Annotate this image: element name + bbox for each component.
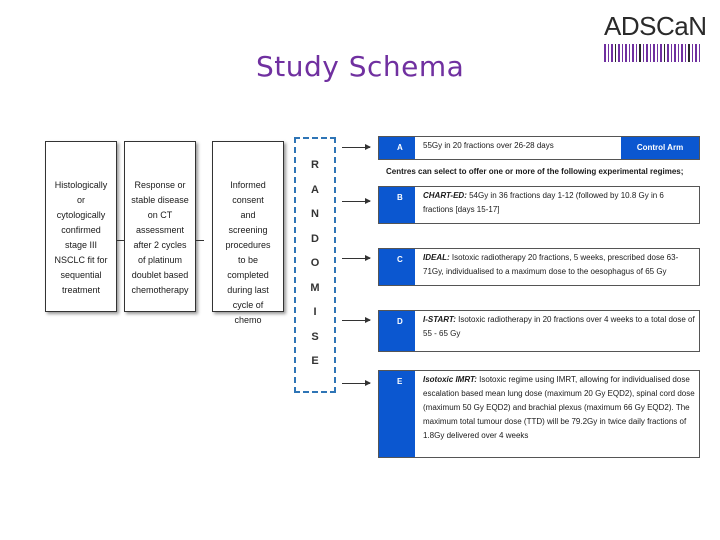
step-text-line: Response or [134,180,186,190]
step-text-line: cytologically [56,210,106,220]
randomise-box [294,137,336,393]
arm-regime-text: Isotoxic regime using IMRT, allowing for individualised dose escalation based mean lung dose (maximum 20 Gy EQD2), spinal cord dose (maximum 50 Gy EQD2) and brachial plexus (maximum 66 Gy EQD2). The maximum total tumour dose (TTD) will be 79.2Gy in twice daily fractions of 1.8Gy delivered over 4 weeks [423,375,695,440]
arm-regime-name: I-START: [423,315,456,324]
arm-regime-text: Isotoxic radiotherapy 20 fractions, 5 weeks, prescribed dose 63-71Gy, individualised to a maximum dose to the oesophagus of 65 Gy [423,253,679,276]
step-text-line: chemotherapy [131,285,189,295]
step-text-line: sequential [60,270,102,280]
arrow-to-arm-a [342,147,370,148]
page-title: Study Schema [256,50,465,83]
arm-description [419,187,699,219]
arm-regime-name: Isotoxic IMRT: [423,375,477,384]
centres-note: Centres can select to offer one or more of the following experimental regimes; [386,167,684,176]
step-chemo-response [124,141,196,312]
step-text-line: assessment [135,225,185,235]
step-text-line: on CT [147,210,173,220]
randomise-letter: R [311,159,319,171]
randomise-letter: N [311,208,319,220]
arm-description [419,371,699,445]
arm-box [378,310,700,352]
step-text-line: Informed [230,180,266,190]
step-text-line: completed [227,270,269,280]
arm-label: E [379,371,415,457]
logo-text: ADSCaN [604,11,707,41]
randomise-letter: I [313,306,317,318]
arrow-to-arm-c [342,258,370,259]
arm-description [419,311,699,343]
randomise-letter: M [310,281,320,294]
arm-label: B [379,187,415,223]
arrow-to-arm-d [342,320,370,321]
arm-description [419,249,699,281]
arm-regime-name: IDEAL: [423,253,450,262]
step-text-line: to be [237,255,259,265]
logo-barcode-icon [604,44,704,62]
arm-regime-name: CHART-ED: [423,191,467,200]
arm-box [378,186,700,224]
randomise-letter: S [311,330,319,343]
step-text-line: stage III [64,240,98,250]
step-text-line: cycle of [232,300,264,310]
randomise-letter: A [311,183,319,196]
arm-box [378,370,700,458]
randomise-letter: O [310,257,320,269]
arm-label: A [379,137,415,159]
control-arm-tag: Control Arm [621,137,699,159]
step-consent [212,141,284,325]
step-text-line: stable disease [131,195,189,205]
step-text-line: NSCLC fit for [54,255,108,265]
step-text-line: confirmed [61,225,101,235]
adscan-logo [604,11,707,62]
step-eligibility [45,141,117,312]
step-text-line: of platinum [137,255,183,265]
arm-regime-text: 55Gy in 20 fractions over 26-28 days [423,141,554,150]
step-text-line: and [240,210,256,220]
randomise-letter: E [311,355,319,367]
step-text-line: procedures [225,240,271,250]
arrow-to-arm-e [342,383,370,384]
step-text-line: or [76,195,85,205]
step-text-line: doublet based [131,270,189,280]
arm-description [419,137,619,155]
step-text-line: chemo [234,315,262,325]
arm-box [378,248,700,286]
step-text-line: screening [228,225,268,235]
connector [196,240,204,241]
step-text-line: Histologically [54,180,108,190]
step-text-line: consent [232,195,264,205]
step-text-line: during last [227,285,269,295]
arm-label: D [379,311,415,351]
step-text-line: treatment [61,285,101,295]
arm-regime-text: 54Gy in 36 fractions day 1-12 (followed by 10.8 Gy in 6 fractions [days 15-17] [423,191,664,214]
step-text-line: after 2 cycles [133,240,187,250]
arm-label: C [379,249,415,285]
arm-box [378,136,700,160]
arrow-to-arm-b [342,201,370,202]
arm-regime-text: Isotoxic radiotherapy in 20 fractions over 4 weeks to a total dose of 55 - 65 Gy [423,315,695,338]
randomise-letter: D [311,232,319,245]
